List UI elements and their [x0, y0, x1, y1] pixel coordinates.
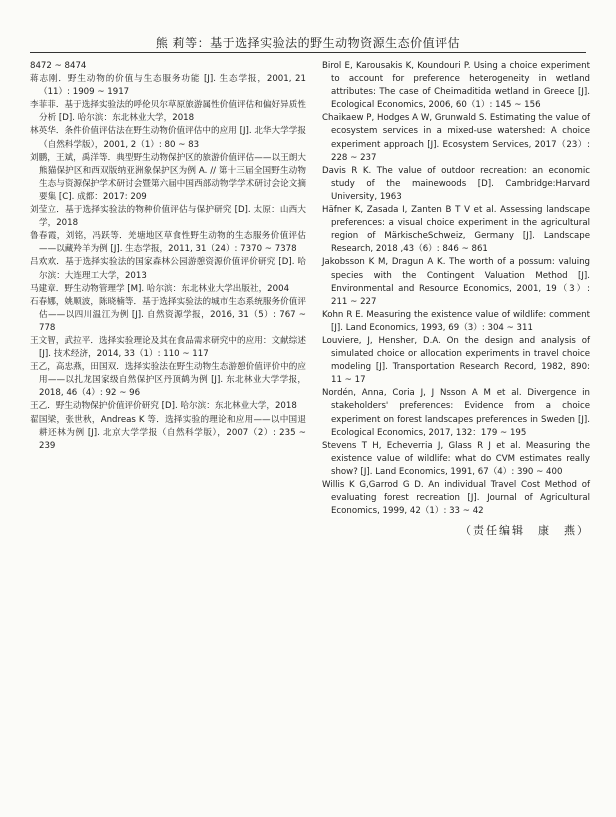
responsible-editor-note: （责任编辑 康 燕） — [460, 524, 590, 538]
reference-item: 石春娜，姚顺波，陈晓楠等．基于选择实验法的城市生态系统服务价值评估——以四川温江为例 [J]. 自然资源学报，2016, 31（5）: 767 ~ 778 — [30, 296, 306, 333]
reference-item: 王乙．野生动物保护价值评价研究 [D]. 哈尔滨：东北林业大学，2018 — [30, 401, 297, 412]
reference-item: 吕欢欢．基于选择实验法的国家森林公园游憩资源价值评价研究 [D]. 哈尔滨：大连理工大学，2013 — [30, 257, 306, 281]
page-header — [0, 0, 616, 55]
reference-item: Jakobsson K M, Dragun A K. The worth of a possum: valuing species with the Contingent Valuation Method [J]. Environmental and Resource Economics, 2001, 19（3）: 211 ~ 227 — [322, 257, 590, 307]
reference-item: 林英华．条件价值评估法在野生动物价值评估中的应用 [J]. 北华大学学报（自然科学版），2001, 2（1）: 80 ~ 83 — [30, 126, 306, 150]
right-reference-column — [322, 60, 590, 537]
reference-item: Davis R K. The value of outdoor recreation: an economic study of the mainewoods [D]. Cambridge:Harvard University, 1963 — [322, 165, 590, 202]
reference-item: Birol E, Karousakis K, Koundouri P. Using a choice experiment to account for preference heterogeneity in wetland attributes: The case of Cheimaditida wetland in Greece [J]. Ecological Economics, 2006, 60（1）: 145 ~ 156 — [322, 61, 590, 111]
running-title: 熊 莉等：基于选择实验法的野生动物资源生态价值评估 — [155, 36, 461, 50]
reference-item: 翟国梁，张世秋，Andreas K 等．选择实验的理论和应用——以中国退耕还林为例 [J]. 北京大学学报（自然科学版），2007（2）: 235 ~ 239 — [30, 414, 306, 451]
reference-item: 王乙，高忠燕，田国双．选择实验法在野生动物生态游憩价值评价中的应用——以扎龙国家级自然保护区丹顶鹤为例 [J]. 东北林业大学学报，2018, 46（4）: 92 ~ 96 — [30, 362, 306, 399]
reference-item: Kohn R E. Measuring the existence value of wildlife: comment [J]. Land Economics, 1993, 69（3）: 304 ~ 311 — [322, 309, 590, 333]
reference-item: 8472 ~ 8474 — [30, 61, 87, 71]
reference-item: 刘鹏，王斌，禹洋等．典型野生动物保护区的旅游价值评估——以王朗大熊猫保护区和西双版纳亚洲象保护区为例 A. // 第十三届全国野生动物生态与资源保护学术研讨会暨第六届中国西部动物学学术研讨会论文摘要集 [C]. 成都：2017: 209 — [30, 152, 306, 202]
header-rule — [30, 52, 586, 53]
reference-item: Chaikaew P, Hodges A W, Grunwald S. Estimating the value of ecosystem services in a mixed-use watershed: A choice experiment approach [J]. Ecosystem Services, 2017（23）: 228 ~ 237 — [322, 113, 590, 163]
reference-item: 马建章．野生动物管理学 [M]. 哈尔滨：东北林业大学出版社，2004 — [30, 283, 290, 294]
reference-item: Stevens T H, Echeverria J, Glass R J et al. Measuring the existence value of wildlife: what do CVM estimates really show? [J]. Land Economics, 1991, 67（4）: 390 ~ 400 — [322, 440, 590, 477]
reference-item: Nordén, Anna, Coria J, J Nsson A M et al. Divergence in stakeholders' preferences: Evidence from a choice experiment on forest landscapes preferences in Sweden [J]. Ecological Economics, 2017, 132：179 ~ 195 — [322, 388, 590, 438]
reference-item: 鲁春霞，刘铭，冯跃等．羌塘地区草食性野生动物的生态服务价值评估——以藏羚羊为例 [J]. 生态学报，2011, 31（24）: 7370 ~ 7378 — [30, 231, 306, 255]
left-reference-column — [30, 60, 306, 453]
reference-item: 李菲菲．基于选择实验法的呼伦贝尔草原旅游属性价值评估和偏好异质性分析 [D]. 哈尔滨：东北林业大学，2018 — [30, 100, 306, 124]
reference-item: 刘莹立．基于选择实验法的物种价值评估与保护研究 [D]. 太原：山西大学，2018 — [30, 205, 306, 229]
reference-item: Louviere, J, Hensher, D.A. On the design and analysis of simulated choice or allocation experiments in travel choice modeling [J]. Transportation Research Record, 1982, 890: 11 ~ 17 — [322, 335, 590, 386]
reference-item: Häfner K, Zasada I, Zanten B T V et al. Assessing landscape preferences: a visual choice experiment in the agricultural region of MärkischeSchweiz, Germany [J]. Landscape Research, 2018 ,43（6）: 846 ~ 861 — [322, 205, 590, 255]
reference-item: Willis K G,Garrod G D. An individual Travel Cost Method of evaluating forest recreation [J]. Journal of Agricultural Economics, 1999, 42（1）: 33 ~ 42 — [322, 480, 590, 517]
reference-item: 王文智，武拉平．选择实验理论及其在食品需求研究中的应用：文献综述 [J]. 技术经济，2014, 33（1）: 110 ~ 117 — [30, 335, 306, 360]
reference-item: 蒋志刚．野生动物的价值与生态服务功能 [J]. 生态学报，2001, 21（11）: 1909 ~ 1917 — [30, 74, 306, 98]
